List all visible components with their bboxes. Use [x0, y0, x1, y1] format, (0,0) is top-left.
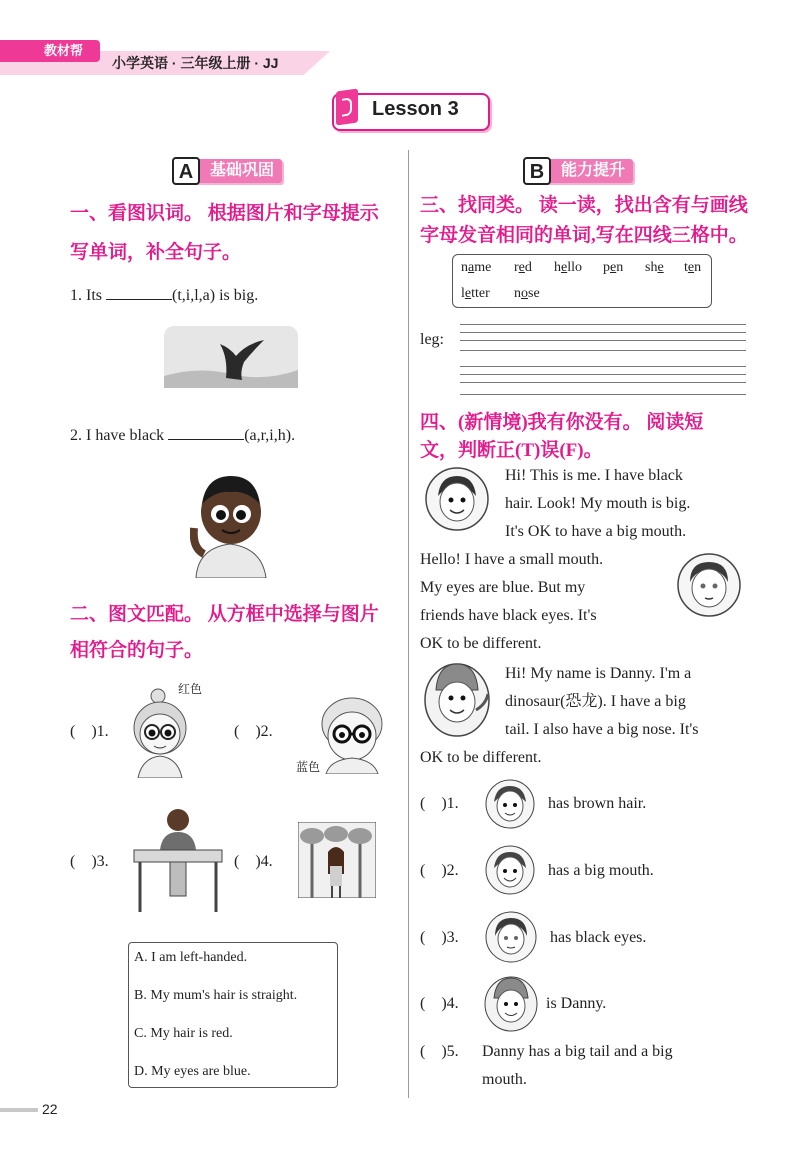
p3-line1: Hi! My name is Danny. I'm a — [505, 665, 692, 682]
q1-item2-prefix: 2. I have black — [70, 427, 165, 444]
tf-item-5-label[interactable]: ( )5. — [420, 1043, 459, 1060]
option-c: C. My hair is red. — [134, 1026, 233, 1041]
p3-line4: OK to be different. — [420, 749, 542, 766]
p2-line1: Hello! I have a small mouth. — [420, 551, 604, 568]
footer-line — [0, 1108, 38, 1112]
header-badge: 教材帮 — [0, 40, 100, 62]
word-name: name — [461, 260, 492, 275]
q2-label-2[interactable]: ( )2. — [234, 723, 273, 740]
p1-line2: hair. Look! My mouth is big. — [505, 495, 691, 512]
danny-dinosaur-picture — [422, 660, 492, 738]
p3-line2: dinosaur(恐龙). I have a big — [505, 693, 686, 710]
p2-line3: friends have black eyes. It's — [420, 607, 597, 624]
header-title: 小学英语 · 三年级上册 · JJ — [112, 55, 279, 71]
option-b: B. My mum's hair is straight. — [134, 988, 298, 1003]
boy-blue-eyes-picture — [310, 694, 386, 774]
book-icon — [336, 88, 358, 125]
tf-item-4-text: is Danny. — [546, 995, 607, 1012]
tf-item-1-text: has brown hair. — [548, 795, 647, 812]
q1-item1-prefix: 1. Its — [70, 287, 102, 304]
girl-red-hair-picture — [128, 688, 192, 778]
option-d: D. My eyes are blue. — [134, 1064, 251, 1079]
q1-item2 — [70, 422, 295, 450]
writing-area[interactable] — [460, 322, 746, 398]
tf-item-5-text-line2: mouth. — [482, 1071, 527, 1088]
word-she: she — [645, 260, 664, 275]
leg-label: leg: — [420, 331, 444, 348]
note-blue: 蓝色 — [296, 760, 321, 774]
section-a-label: 基础巩固 — [210, 162, 275, 179]
q3-heading-line2: 字母发音相同的单词,写在四线三格中。 — [420, 225, 748, 246]
tf-item-4-face — [482, 974, 540, 1032]
boy-black-hair-picture — [190, 468, 272, 578]
tf-item-2-face — [484, 844, 536, 896]
q4-heading-line2: 文，判断正(T)误(F)。 — [420, 440, 603, 461]
word-red: red — [514, 260, 532, 275]
q1-item1-suffix: (t,i,l,a) is big. — [172, 287, 259, 304]
option-a: A. I am left-handed. — [134, 950, 248, 965]
word-pen: pen — [603, 260, 624, 275]
section-a-letter: A — [172, 157, 200, 185]
p1-line3: It's OK to have a big mouth. — [505, 523, 687, 540]
q2-heading-line1: 二、图文匹配。 从方框中选择与图片 — [70, 604, 379, 625]
q2-label-1[interactable]: ( )1. — [70, 723, 109, 740]
q2-label-4[interactable]: ( )4. — [234, 853, 273, 870]
q1-heading-line1: 一、看图识词。 根据图片和字母提示 — [70, 203, 379, 224]
tf-item-1-face — [484, 778, 536, 830]
q4-heading-line1: 四、(新情境)我有你没有。 阅读短 — [420, 412, 704, 433]
p3-line3: tail. I also have a big nose. It's — [505, 721, 699, 738]
tf-item-2-label[interactable]: ( )2. — [420, 862, 459, 879]
woman-straight-hair-picture — [298, 822, 376, 898]
word-ten: ten — [684, 260, 702, 275]
q2-heading-line2: 相符合的句子。 — [70, 640, 204, 661]
word-nose: nose — [514, 286, 540, 301]
boy-at-desk-picture — [132, 806, 224, 914]
boy-face-1-picture — [424, 466, 490, 532]
q1-heading-line2: 写单词，补全句子。 — [70, 242, 242, 263]
q3-heading-line1: 三、找同类。 读一读，找出含有与画线 — [420, 195, 748, 216]
tf-item-3-text: has black eyes. — [550, 929, 647, 946]
q1-item2-blank[interactable] — [168, 423, 244, 440]
page-number: 22 — [42, 1101, 58, 1117]
whale-tail-picture — [164, 326, 298, 388]
word-hello: hello — [554, 260, 582, 275]
tf-item-1-label[interactable]: ( )1. — [420, 795, 459, 812]
p2-line4: OK to be different. — [420, 635, 542, 652]
q1-item1 — [70, 282, 258, 310]
boy-face-2-picture — [676, 552, 742, 618]
section-b-label: 能力提升 — [561, 162, 626, 179]
note-red: 红色 — [178, 682, 203, 696]
p1-line1: Hi! This is me. I have black — [505, 467, 683, 484]
word-letter: letter — [461, 286, 490, 301]
tf-item-3-face — [484, 910, 538, 964]
tf-item-5-text: Danny has a big tail and a big — [482, 1043, 673, 1060]
tf-item-2-text: has a big mouth. — [548, 862, 654, 879]
q1-item1-blank[interactable] — [106, 283, 172, 300]
q2-label-3[interactable]: ( )3. — [70, 853, 109, 870]
column-divider — [408, 150, 409, 1098]
tf-item-4-label[interactable]: ( )4. — [420, 995, 459, 1012]
p2-line2: My eyes are blue. But my — [420, 579, 586, 596]
section-b-letter: B — [523, 157, 551, 185]
q1-item2-suffix: (a,r,i,h). — [244, 427, 296, 444]
lesson-title: Lesson 3 — [372, 98, 459, 120]
tf-item-3-label[interactable]: ( )3. — [420, 929, 459, 946]
